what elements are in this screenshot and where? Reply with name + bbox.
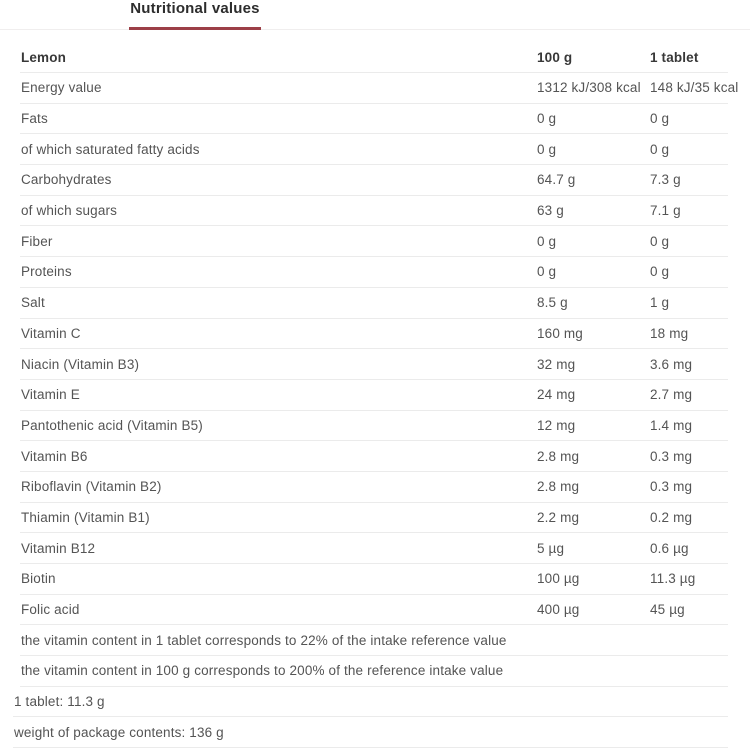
nutrient-label: Salt	[21, 295, 45, 311]
footnote-text: the vitamin content in 100 g corresponds to 200% of the reference intake value	[21, 663, 504, 679]
package-info-text: 1 tablet: 11.3 g	[14, 694, 105, 710]
value-1tablet: 0 g	[650, 141, 670, 157]
value-1tablet: 1.4 mg	[650, 417, 693, 433]
value-1tablet: 11.3 µg	[650, 571, 696, 587]
column-header-1tablet: 1 tablet	[650, 50, 699, 65]
nutrient-label: Fiber	[21, 233, 53, 249]
nutrient-label: Pantothenic acid (Vitamin B5)	[21, 417, 203, 433]
value-100g: 400 µg	[537, 602, 580, 618]
footnote-text: the vitamin content in 1 tablet corresponds to 22% of the intake reference value	[21, 632, 507, 648]
nutrient-label: of which sugars	[21, 203, 118, 219]
table-row	[20, 564, 728, 595]
nutrient-label: Vitamin C	[21, 325, 81, 341]
table-row	[20, 288, 728, 319]
table-row	[20, 134, 728, 165]
table-row	[20, 73, 739, 104]
value-100g: 2.8 mg	[537, 448, 580, 464]
value-100g: 24 mg	[537, 387, 576, 403]
nutrient-label: Vitamin B12	[21, 540, 96, 556]
column-header-100g: 100 g	[537, 50, 573, 65]
table-row	[20, 411, 728, 442]
value-100g: 0 g	[537, 233, 557, 249]
table-row	[20, 503, 728, 534]
footnote-row	[20, 656, 728, 687]
nutrient-label: Thiamin (Vitamin B1)	[21, 509, 150, 525]
table-row	[20, 104, 728, 135]
table-row	[20, 165, 728, 196]
value-100g: 12 mg	[537, 417, 576, 433]
value-100g: 8.5 g	[537, 295, 568, 311]
table-row	[20, 380, 728, 411]
table-row	[20, 472, 728, 503]
package-info-row	[13, 687, 728, 718]
package-info-text: weight of package contents: 136 g	[14, 724, 224, 740]
value-100g: 0 g	[537, 111, 557, 127]
value-1tablet: 3.6 mg	[650, 356, 693, 372]
value-1tablet: 18 mg	[650, 325, 689, 341]
nutrient-label: Carbohydrates	[21, 172, 112, 188]
value-1tablet: 45 µg	[650, 602, 685, 618]
value-1tablet: 0 g	[650, 264, 670, 280]
footnotes	[20, 625, 728, 686]
value-100g: 0 g	[537, 141, 557, 157]
value-1tablet: 7.1 g	[650, 203, 681, 219]
value-1tablet: 0.3 mg	[650, 479, 693, 495]
value-1tablet: 0.6 µg	[650, 540, 689, 556]
value-1tablet: 2.7 mg	[650, 387, 693, 403]
value-100g: 100 µg	[537, 571, 580, 587]
table-header-row	[20, 43, 728, 73]
value-100g: 1312 kJ/308 kcal	[537, 80, 641, 96]
nutrient-label: Biotin	[21, 571, 56, 587]
table-row	[20, 533, 728, 564]
tab-bar	[0, 0, 750, 30]
table-row	[20, 349, 728, 380]
column-header-product: Lemon	[21, 50, 67, 65]
nutrient-label: Riboflavin (Vitamin B2)	[21, 479, 162, 495]
value-100g: 2.2 mg	[537, 509, 580, 525]
value-1tablet: 0.3 mg	[650, 448, 693, 464]
nutrient-label: Energy value	[21, 80, 102, 96]
table-row	[20, 441, 728, 472]
nutrition-table	[20, 43, 739, 687]
value-100g: 0 g	[537, 264, 557, 280]
package-info	[13, 687, 728, 748]
value-100g: 64.7 g	[537, 172, 576, 188]
nutrient-label: of which saturated fatty acids	[21, 141, 200, 157]
nutrient-label: Proteins	[21, 264, 72, 280]
tab-nutritional-values[interactable]	[129, 0, 261, 30]
value-1tablet: 0.2 mg	[650, 509, 693, 525]
value-100g: 2.8 mg	[537, 479, 580, 495]
nutrition-table-body	[20, 73, 739, 625]
table-row	[20, 319, 728, 350]
table-row	[20, 226, 728, 257]
tab-label: Nutritional values	[130, 0, 260, 17]
value-1tablet: 0 g	[650, 111, 670, 127]
value-100g: 5 µg	[537, 540, 565, 556]
footnote-row	[20, 625, 728, 656]
value-100g: 160 mg	[537, 325, 583, 341]
table-row	[20, 257, 728, 288]
value-100g: 63 g	[537, 203, 564, 219]
nutrient-label: Folic acid	[21, 602, 80, 618]
table-row	[20, 595, 728, 626]
value-1tablet: 148 kJ/35 kcal	[650, 80, 739, 96]
value-100g: 32 mg	[537, 356, 576, 372]
table-row	[20, 196, 728, 227]
value-1tablet: 0 g	[650, 233, 670, 249]
package-info-row	[13, 717, 728, 748]
value-1tablet: 1 g	[650, 295, 670, 311]
value-1tablet: 7.3 g	[650, 172, 681, 188]
nutrient-label: Vitamin B6	[21, 448, 88, 464]
nutrient-label: Vitamin E	[21, 387, 80, 403]
nutrient-label: Fats	[21, 111, 48, 127]
nutrient-label: Niacin (Vitamin B3)	[21, 356, 140, 372]
